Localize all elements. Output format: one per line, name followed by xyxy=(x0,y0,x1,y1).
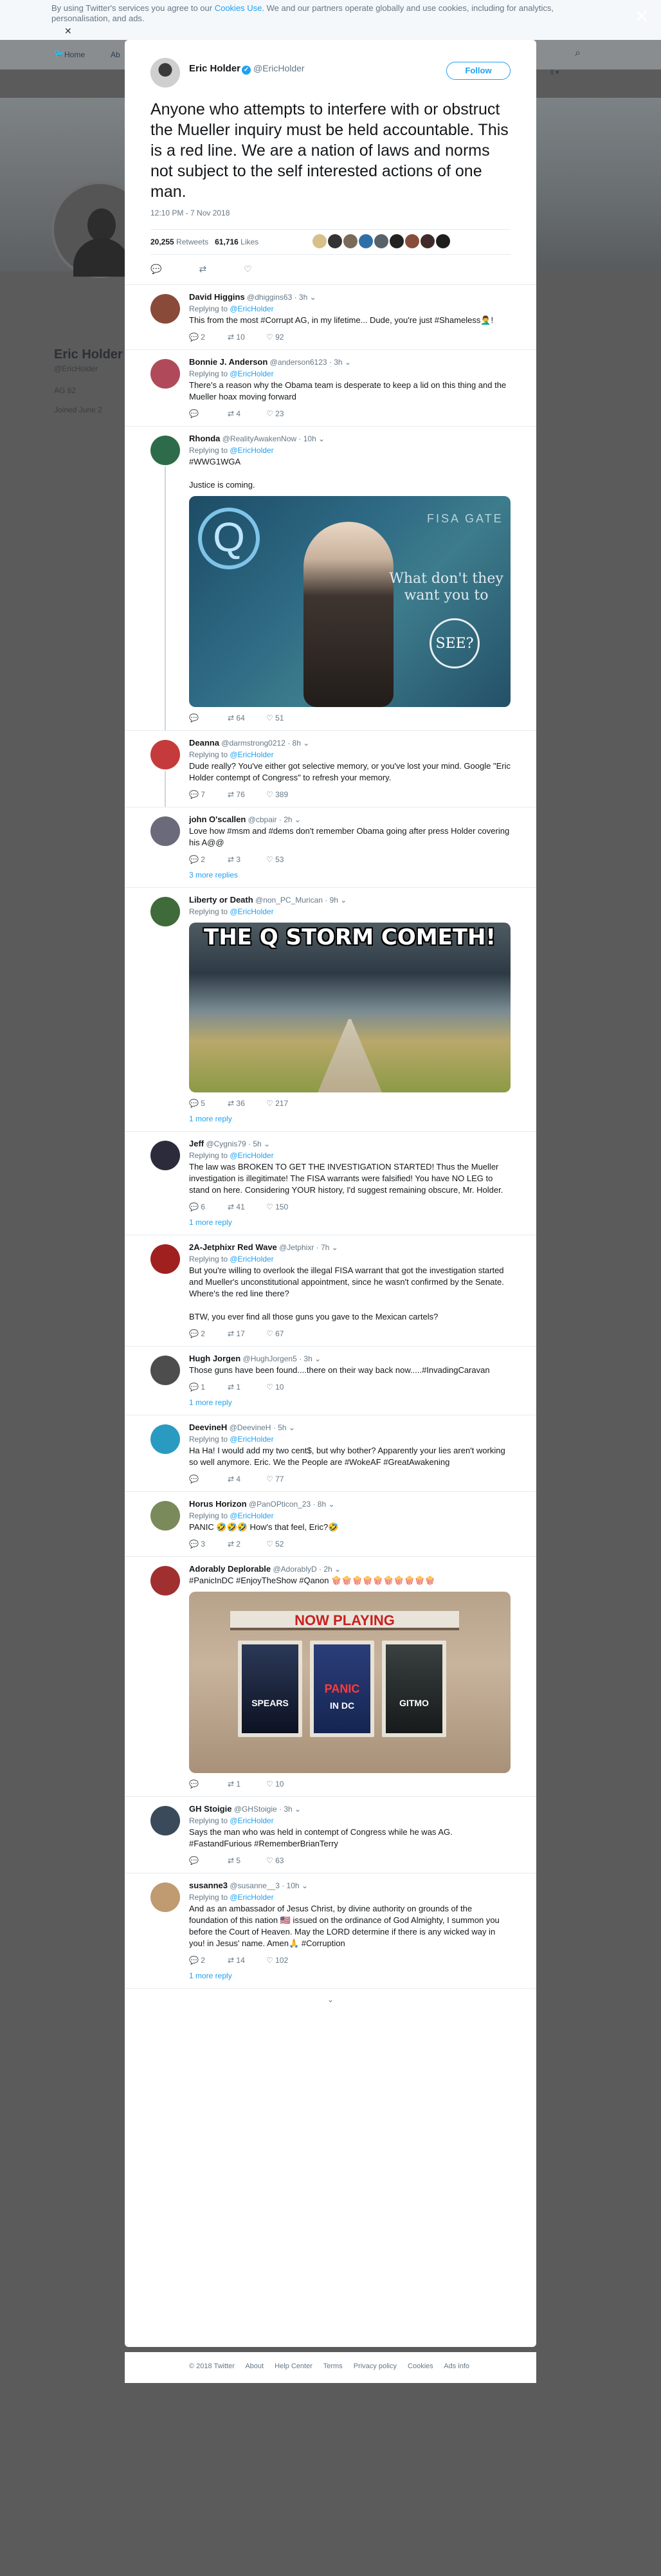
retweet-icon[interactable]: ⇄ 2 xyxy=(228,1540,241,1549)
replying-to xyxy=(189,1433,511,1445)
reply-name[interactable]: Bonnie J. Anderson xyxy=(189,357,268,367)
chevron-down-icon[interactable]: ⌄ xyxy=(286,1423,295,1432)
reply-tweet[interactable] xyxy=(125,349,536,426)
poster-1 xyxy=(238,1641,302,1737)
chevron-down-icon[interactable]: ⌄ xyxy=(299,1881,308,1890)
thread-line xyxy=(165,771,166,807)
reply-actions xyxy=(189,1778,511,1790)
reply-header xyxy=(189,1422,511,1433)
reply-icon[interactable]: 💬 3 xyxy=(189,1540,205,1549)
cookie-text-2: . We and our partners operate globally and use cookies, including for analytics, personalisation, and ads. xyxy=(51,3,554,23)
reply-header xyxy=(189,1353,511,1365)
retweet-icon[interactable]: ⇄ 1 xyxy=(228,1780,241,1789)
reply-actions xyxy=(189,789,511,800)
author-name[interactable]: Eric Holder xyxy=(189,63,241,74)
replying-to xyxy=(189,1891,511,1903)
retweet-icon[interactable]: ⇄ 5 xyxy=(228,1856,241,1865)
poster-2-subtitle: IN DC xyxy=(329,1700,355,1711)
reply-text: Those guns have been found....there on their way back now.....#InvadingCaravan xyxy=(189,1365,490,1375)
reply-actions xyxy=(189,1201,511,1213)
replying-to-handle[interactable]: @EricHolder xyxy=(230,907,274,916)
retweet-icon[interactable]: ⇄ 64 xyxy=(228,713,245,722)
replying-to xyxy=(189,749,511,760)
reply-actions xyxy=(189,1098,511,1109)
reply-actions xyxy=(189,331,511,343)
reply-avatar[interactable] xyxy=(150,294,180,324)
author-handle[interactable]: @EricHolder xyxy=(253,63,305,73)
footer-privacy[interactable]: Privacy policy xyxy=(353,2362,397,2370)
chevron-down-icon[interactable]: ⌄ xyxy=(292,1805,302,1814)
reply-handle[interactable]: @AdorablyD · 2h xyxy=(271,1565,332,1574)
footer-cookies[interactable]: Cookies xyxy=(408,2362,433,2370)
thread-line xyxy=(165,466,166,730)
chevron-down-icon[interactable]: ⌄ xyxy=(300,739,310,748)
more-replies-link[interactable]: 3 more replies xyxy=(189,870,239,879)
reply-name[interactable]: Rhonda xyxy=(189,434,221,443)
liker-avatars[interactable] xyxy=(312,234,451,248)
replying-to-label: Replying to xyxy=(189,1435,230,1444)
reply-icon[interactable]: 💬 xyxy=(150,264,162,274)
reply-actions xyxy=(189,712,511,724)
reply-text: PANIC 🤣🤣🤣 How's that feel, Eric?🤣 xyxy=(189,1522,339,1532)
reply-handle[interactable]: @Cygnis79 · 5h xyxy=(204,1139,262,1148)
reply-icon[interactable]: 💬 6 xyxy=(189,1202,205,1211)
reply-avatar[interactable] xyxy=(150,897,180,926)
reply-header xyxy=(189,1498,511,1510)
replying-to-handle[interactable]: @EricHolder xyxy=(230,369,274,378)
reply-icon[interactable]: 💬 2 xyxy=(189,333,205,342)
reply-tweet[interactable] xyxy=(125,807,536,887)
chevron-down-icon[interactable]: ⌄ xyxy=(316,434,325,443)
like-label: Likes xyxy=(240,237,259,246)
reply-image[interactable] xyxy=(189,923,511,1092)
replying-to-label: Replying to xyxy=(189,1893,230,1902)
like-icon[interactable]: ♡ 389 xyxy=(266,790,289,799)
reply-actions xyxy=(189,1855,511,1866)
like-icon[interactable]: ♡ 10 xyxy=(266,1383,284,1392)
replying-to xyxy=(189,1253,511,1265)
replying-to-handle[interactable]: @EricHolder xyxy=(230,1151,274,1160)
poster-3 xyxy=(382,1641,446,1737)
replying-to xyxy=(189,303,511,315)
chevron-down-icon[interactable]: ⌄ xyxy=(332,1565,341,1574)
reply-text: #PanicInDC #EnjoyTheShow #Qanon 🍿🍿🍿🍿🍿🍿🍿🍿🍿🍿 xyxy=(189,1576,435,1585)
road-shape xyxy=(318,1019,382,1092)
reply-name[interactable]: Hugh Jorgen xyxy=(189,1354,241,1363)
replying-to xyxy=(189,368,511,380)
chevron-down-icon[interactable]: ⌄ xyxy=(312,1354,321,1363)
cookie-close-icon[interactable]: ✕ xyxy=(64,26,72,36)
like-icon[interactable]: ♡ 102 xyxy=(266,1956,289,1965)
more-replies-link[interactable]: 1 more reply xyxy=(189,1114,232,1123)
retweet-icon[interactable]: ⇄ 10 xyxy=(228,333,245,342)
replying-to-handle[interactable]: @EricHolder xyxy=(230,1435,274,1444)
reply-avatar[interactable] xyxy=(150,1356,180,1385)
like-icon[interactable]: ♡ 150 xyxy=(266,1202,289,1211)
reply-actions xyxy=(189,1381,511,1393)
reply-text: Says the man who was held in contempt of Congress while he was AG. #FastandFurious #RememberBrianTerry xyxy=(189,1827,453,1848)
reply-avatar[interactable] xyxy=(150,1244,180,1274)
cookie-link[interactable]: Cookies Use xyxy=(214,3,262,13)
reply-text: #WWG1WGA Justice is coming. xyxy=(189,457,255,490)
reply-icon[interactable]: 💬 2 xyxy=(189,1329,205,1338)
poster-2 xyxy=(310,1641,374,1737)
replying-to xyxy=(189,1510,511,1522)
reply-name[interactable]: Deanna xyxy=(189,738,219,748)
reply-header xyxy=(189,291,511,303)
replying-to xyxy=(189,906,511,917)
like-icon[interactable]: ♡ 77 xyxy=(266,1475,284,1484)
reply-name[interactable]: Adorably Deplorable xyxy=(189,1564,271,1574)
retweet-count[interactable]: 20,255 xyxy=(150,237,174,246)
image-title: THE Q STORM COMETH! xyxy=(204,925,496,950)
nav-more[interactable]: ll ▾ xyxy=(550,69,559,77)
reply-avatar[interactable] xyxy=(150,816,180,846)
image-sign: NOW PLAYING xyxy=(230,1611,459,1630)
reply-text: And as an ambassador of Jesus Christ, by divine authority on grounds of the foundation of this nation 🇺🇸 issued on the ordinance of God Almighty, I summon you before the Court of Heaven. May the LORD determine if there is any wicked way in you! in Jesus' name. Amen🙏 #Corruption xyxy=(189,1904,500,1948)
reply-header xyxy=(189,894,511,906)
retweet-icon[interactable]: ⇄ 4 xyxy=(228,409,241,418)
retweet-icon[interactable]: ⇄ 1 xyxy=(228,1383,241,1392)
reply-text: Dude really? You've either got selective memory, or you've lost your mind. Google "Eric Holder contempt of Congress" to refresh your memory. xyxy=(189,761,511,782)
reply-header xyxy=(189,814,511,825)
profile-bio: AG 82 xyxy=(54,386,77,395)
poster-3-title: GITMO xyxy=(399,1698,429,1708)
reply-name[interactable]: Liberty or Death xyxy=(189,895,253,905)
poster-2-title: PANIC xyxy=(324,1682,360,1695)
reply-icon[interactable]: 💬 xyxy=(189,1780,199,1789)
like-icon[interactable]: ♡ 63 xyxy=(266,1856,284,1865)
image-question-text: What don't they want you to xyxy=(389,571,503,603)
retweet-label: Retweets xyxy=(176,237,209,246)
replying-to xyxy=(189,1150,511,1161)
retweet-icon[interactable]: ⇄ 36 xyxy=(228,1099,245,1108)
replying-to-label: Replying to xyxy=(189,1151,230,1160)
reply-icon[interactable]: 💬 xyxy=(189,713,199,722)
retweet-icon[interactable]: ⇄ 41 xyxy=(228,1202,245,1211)
replying-to-handle[interactable]: @EricHolder xyxy=(230,446,274,455)
reply-name[interactable]: 2A-Jetphixr Red Wave xyxy=(189,1242,277,1252)
reply-tweet[interactable] xyxy=(125,1235,536,1346)
reply-name[interactable]: DeevineH xyxy=(189,1422,228,1432)
close-modal-icon[interactable]: ✕ xyxy=(634,6,649,26)
reply-handle[interactable]: @anderson6123 · 3h xyxy=(267,358,343,367)
reply-icon[interactable]: 💬 7 xyxy=(189,790,205,799)
warrior-figure xyxy=(303,522,394,707)
reply-tweet[interactable] xyxy=(125,1346,536,1415)
reply-text: The law was BROKEN TO GET THE INVESTIGATION STARTED! Thus the Mueller investigation is illegitimate! The FISA warrants were falsified! You have NO LEG to stand on here. Considering YOUR history, I'd suggest remaining obscure, Mr. Holder. xyxy=(189,1162,503,1195)
like-icon[interactable]: ♡ 92 xyxy=(266,333,284,342)
reply-text: There's a reason why the Obama team is desperate to keep a lid on this thing and the Mueller hoax moving forward xyxy=(189,380,507,401)
tweet-stats xyxy=(150,229,511,255)
reply-header xyxy=(189,356,511,368)
reply-handle[interactable]: @HughJorgen5 · 3h xyxy=(240,1354,312,1363)
reply-tweet[interactable] xyxy=(125,730,536,807)
replying-to-label: Replying to xyxy=(189,446,230,455)
replying-to-label: Replying to xyxy=(189,907,230,916)
chevron-down-icon[interactable]: ⌄ xyxy=(307,293,316,302)
reply-name[interactable]: Jeff xyxy=(189,1139,204,1148)
main-tweet xyxy=(125,40,536,284)
cookie-banner xyxy=(0,0,661,40)
reply-header xyxy=(189,1880,511,1891)
like-icon[interactable]: ♡ xyxy=(244,264,252,274)
reply-handle[interactable]: @Jetphixr · 7h xyxy=(276,1243,330,1252)
reply-tweet[interactable] xyxy=(125,1131,536,1235)
reply-icon[interactable]: 💬 2 xyxy=(189,855,205,864)
reply-avatar[interactable] xyxy=(150,1501,180,1531)
replying-to-handle[interactable]: @EricHolder xyxy=(230,750,274,759)
reply-handle[interactable]: @cbpair · 2h xyxy=(246,815,293,824)
replying-to-handle[interactable]: @EricHolder xyxy=(230,304,274,313)
reply-actions xyxy=(189,408,511,419)
reply-header xyxy=(189,1138,511,1150)
replying-to-handle[interactable]: @EricHolder xyxy=(230,1893,274,1902)
replies-list xyxy=(125,284,536,1988)
follow-button[interactable]: Follow xyxy=(446,62,511,80)
like-count[interactable]: 61,716 xyxy=(215,237,239,246)
nav-home[interactable]: Home xyxy=(64,50,86,59)
reply-name[interactable]: john O'scallen xyxy=(189,814,246,824)
footer-about[interactable]: About xyxy=(245,2362,264,2370)
reply-header xyxy=(189,433,511,445)
reply-image[interactable] xyxy=(189,496,511,707)
reply-avatar[interactable] xyxy=(150,1882,180,1912)
reply-handle[interactable]: @DeevineH · 5h xyxy=(227,1423,287,1432)
replying-to-label: Replying to xyxy=(189,1255,230,1264)
reply-name[interactable]: GH Stoigie xyxy=(189,1804,232,1814)
tweet-timestamp[interactable]: 12:10 PM - 7 Nov 2018 xyxy=(150,208,230,217)
reply-text: This from the most #Corrupt AG, in my lifetime... Dude, you're just #Shameless🤦‍♂️! xyxy=(189,315,494,325)
q-logo-icon: Q xyxy=(198,508,260,569)
poster-1-title: SPEARS xyxy=(251,1698,289,1708)
chevron-down-icon[interactable]: ⌄ xyxy=(329,1243,338,1252)
reply-avatar[interactable] xyxy=(150,359,180,389)
reply-name[interactable]: David Higgins xyxy=(189,292,245,302)
chevron-down-icon[interactable]: ⌄ xyxy=(342,358,351,367)
reply-handle[interactable]: @darmstrong0212 · 8h xyxy=(219,739,301,748)
reply-tweet[interactable] xyxy=(125,1873,536,1988)
more-replies-link[interactable]: 1 more reply xyxy=(189,1971,232,1980)
reply-avatar[interactable] xyxy=(150,1141,180,1170)
nav-about[interactable]: Ab xyxy=(111,50,120,59)
retweet-icon[interactable]: ⇄ 17 xyxy=(228,1329,245,1338)
reply-name[interactable]: Horus Horizon xyxy=(189,1499,247,1509)
like-icon[interactable]: ♡ 53 xyxy=(266,855,284,864)
image-top-text: FISA GATE xyxy=(427,512,503,525)
reply-header xyxy=(189,737,511,749)
reply-actions xyxy=(189,1538,511,1550)
reply-handle[interactable]: @PanOPticon_23 · 8h xyxy=(246,1500,327,1509)
reply-icon[interactable]: 💬 1 xyxy=(189,1383,205,1392)
replying-to-label: Replying to xyxy=(189,750,230,759)
like-icon[interactable]: ♡ 10 xyxy=(266,1780,284,1789)
replying-to-label: Replying to xyxy=(189,1816,230,1825)
reply-handle[interactable]: @dhiggins63 · 3h xyxy=(244,293,308,302)
retweet-icon[interactable]: ⇄ 76 xyxy=(228,790,245,799)
footer-ads[interactable]: Ads info xyxy=(444,2362,469,2370)
reply-tweet[interactable] xyxy=(125,1415,536,1491)
retweet-icon[interactable]: ⇄ 4 xyxy=(228,1475,241,1484)
reply-avatar[interactable] xyxy=(150,1424,180,1454)
search-icon[interactable]: ⌕ xyxy=(575,48,581,59)
like-icon[interactable]: ♡ 51 xyxy=(266,713,284,722)
reply-icon[interactable]: 💬 xyxy=(189,1856,199,1865)
replying-to-handle[interactable]: @EricHolder xyxy=(230,1816,274,1825)
like-icon[interactable]: ♡ 67 xyxy=(266,1329,284,1338)
footer xyxy=(125,2352,536,2383)
reply-icon[interactable]: 💬 xyxy=(189,409,199,418)
profile-joined: Joined June 2 xyxy=(54,405,102,414)
reply-avatar[interactable] xyxy=(150,1806,180,1835)
reply-actions xyxy=(189,1955,511,1966)
replying-to-label: Replying to xyxy=(189,304,230,313)
footer-terms[interactable]: Terms xyxy=(323,2362,343,2370)
chevron-down-icon[interactable]: ⌄ xyxy=(326,1500,335,1509)
replying-to-label: Replying to xyxy=(189,1511,230,1520)
reply-actions xyxy=(189,1328,511,1339)
footer-copyright: © 2018 Twitter xyxy=(189,2362,235,2370)
reply-handle[interactable]: @RealityAwakenNow · 10h xyxy=(220,434,316,443)
tweet-actions xyxy=(150,264,289,275)
reply-header xyxy=(189,1803,511,1815)
chevron-down-icon[interactable]: ⌄ xyxy=(338,896,347,905)
reply-handle[interactable]: @non_PC_Murican · 9h xyxy=(253,896,338,905)
replying-to xyxy=(189,445,511,456)
retweet-icon[interactable]: ⇄ xyxy=(199,264,207,274)
reply-avatar[interactable] xyxy=(150,436,180,465)
more-replies-link[interactable]: 1 more reply xyxy=(189,1398,232,1407)
like-icon[interactable]: ♡ 23 xyxy=(266,409,284,418)
replying-to xyxy=(189,1815,511,1826)
reply-actions xyxy=(189,1473,511,1485)
retweet-icon[interactable]: ⇄ 14 xyxy=(228,1956,245,1965)
chevron-down-icon[interactable]: ⌄ xyxy=(292,815,301,824)
reply-handle[interactable]: @susanne__3 · 10h xyxy=(227,1881,300,1890)
reply-name[interactable]: susanne3 xyxy=(189,1881,228,1890)
replying-to-handle[interactable]: @EricHolder xyxy=(230,1255,274,1264)
tweet-modal xyxy=(125,40,536,2347)
replying-to-label: Replying to xyxy=(189,369,230,378)
reply-avatar[interactable] xyxy=(150,740,180,769)
reply-handle[interactable]: @GHStoigie · 3h xyxy=(231,1805,293,1814)
replying-to-handle[interactable]: @EricHolder xyxy=(230,1511,274,1520)
retweet-icon[interactable]: ⇄ 3 xyxy=(228,855,241,864)
footer-help[interactable]: Help Center xyxy=(275,2362,312,2370)
profile-name: Eric Holder xyxy=(54,347,123,362)
reply-avatar[interactable] xyxy=(150,1566,180,1596)
reply-tweet[interactable] xyxy=(125,1556,536,1796)
reply-text: Love how #msm and #dems don't remember Obama going after press Holder covering his A@@ xyxy=(189,826,510,847)
like-icon[interactable]: ♡ 52 xyxy=(266,1540,284,1549)
reply-text: But you're willing to overlook the illegal FISA warrant that got the investigation started and Mueller's unconstitutional appointment, since he wasn't confirmed by the Senate. Where's the red line there? BTW, you ever find all those guns you gave to the Mexican cartels? xyxy=(189,1265,504,1321)
reply-text: Ha Ha! I would add my two cent$, but why bother? Apparently your lies aren't working so well anymore. Eric. We the People are #WokeAF #GreatAwakening xyxy=(189,1446,505,1467)
reply-icon[interactable]: 💬 xyxy=(189,1475,199,1484)
tweet-text: Anyone who attempts to interfere with or obstruct the Mueller inquiry must be held accountable. This is a red line. We are a nation of laws and norms not subject to the self interested actions of one man. xyxy=(150,100,509,201)
reply-tweet[interactable] xyxy=(125,1796,536,1873)
reply-icon[interactable]: 💬 5 xyxy=(189,1099,205,1108)
image-see-text: SEE? xyxy=(430,618,480,668)
reply-tweet[interactable] xyxy=(125,426,536,730)
cookie-text-1: By using Twitter's services you agree to our xyxy=(51,3,215,13)
reply-actions xyxy=(189,854,511,865)
author-avatar[interactable] xyxy=(150,58,180,87)
verified-badge-icon: ✓ xyxy=(242,66,251,75)
chevron-down-icon[interactable]: ⌄ xyxy=(261,1139,271,1148)
reply-header xyxy=(189,1242,511,1253)
chevron-down-icon[interactable]: ⌄ xyxy=(125,1988,536,2010)
reply-tweet[interactable] xyxy=(125,1491,536,1556)
reply-header xyxy=(189,1563,511,1575)
reply-image[interactable] xyxy=(189,1592,511,1773)
more-replies-link[interactable]: 1 more reply xyxy=(189,1218,232,1227)
twitter-bird-icon: 🐦 xyxy=(54,49,65,59)
like-icon[interactable]: ♡ 217 xyxy=(266,1099,289,1108)
reply-tweet[interactable] xyxy=(125,284,536,349)
profile-handle: @EricHolder xyxy=(54,364,98,373)
reply-icon[interactable]: 💬 2 xyxy=(189,1956,205,1965)
reply-tweet[interactable] xyxy=(125,887,536,1131)
